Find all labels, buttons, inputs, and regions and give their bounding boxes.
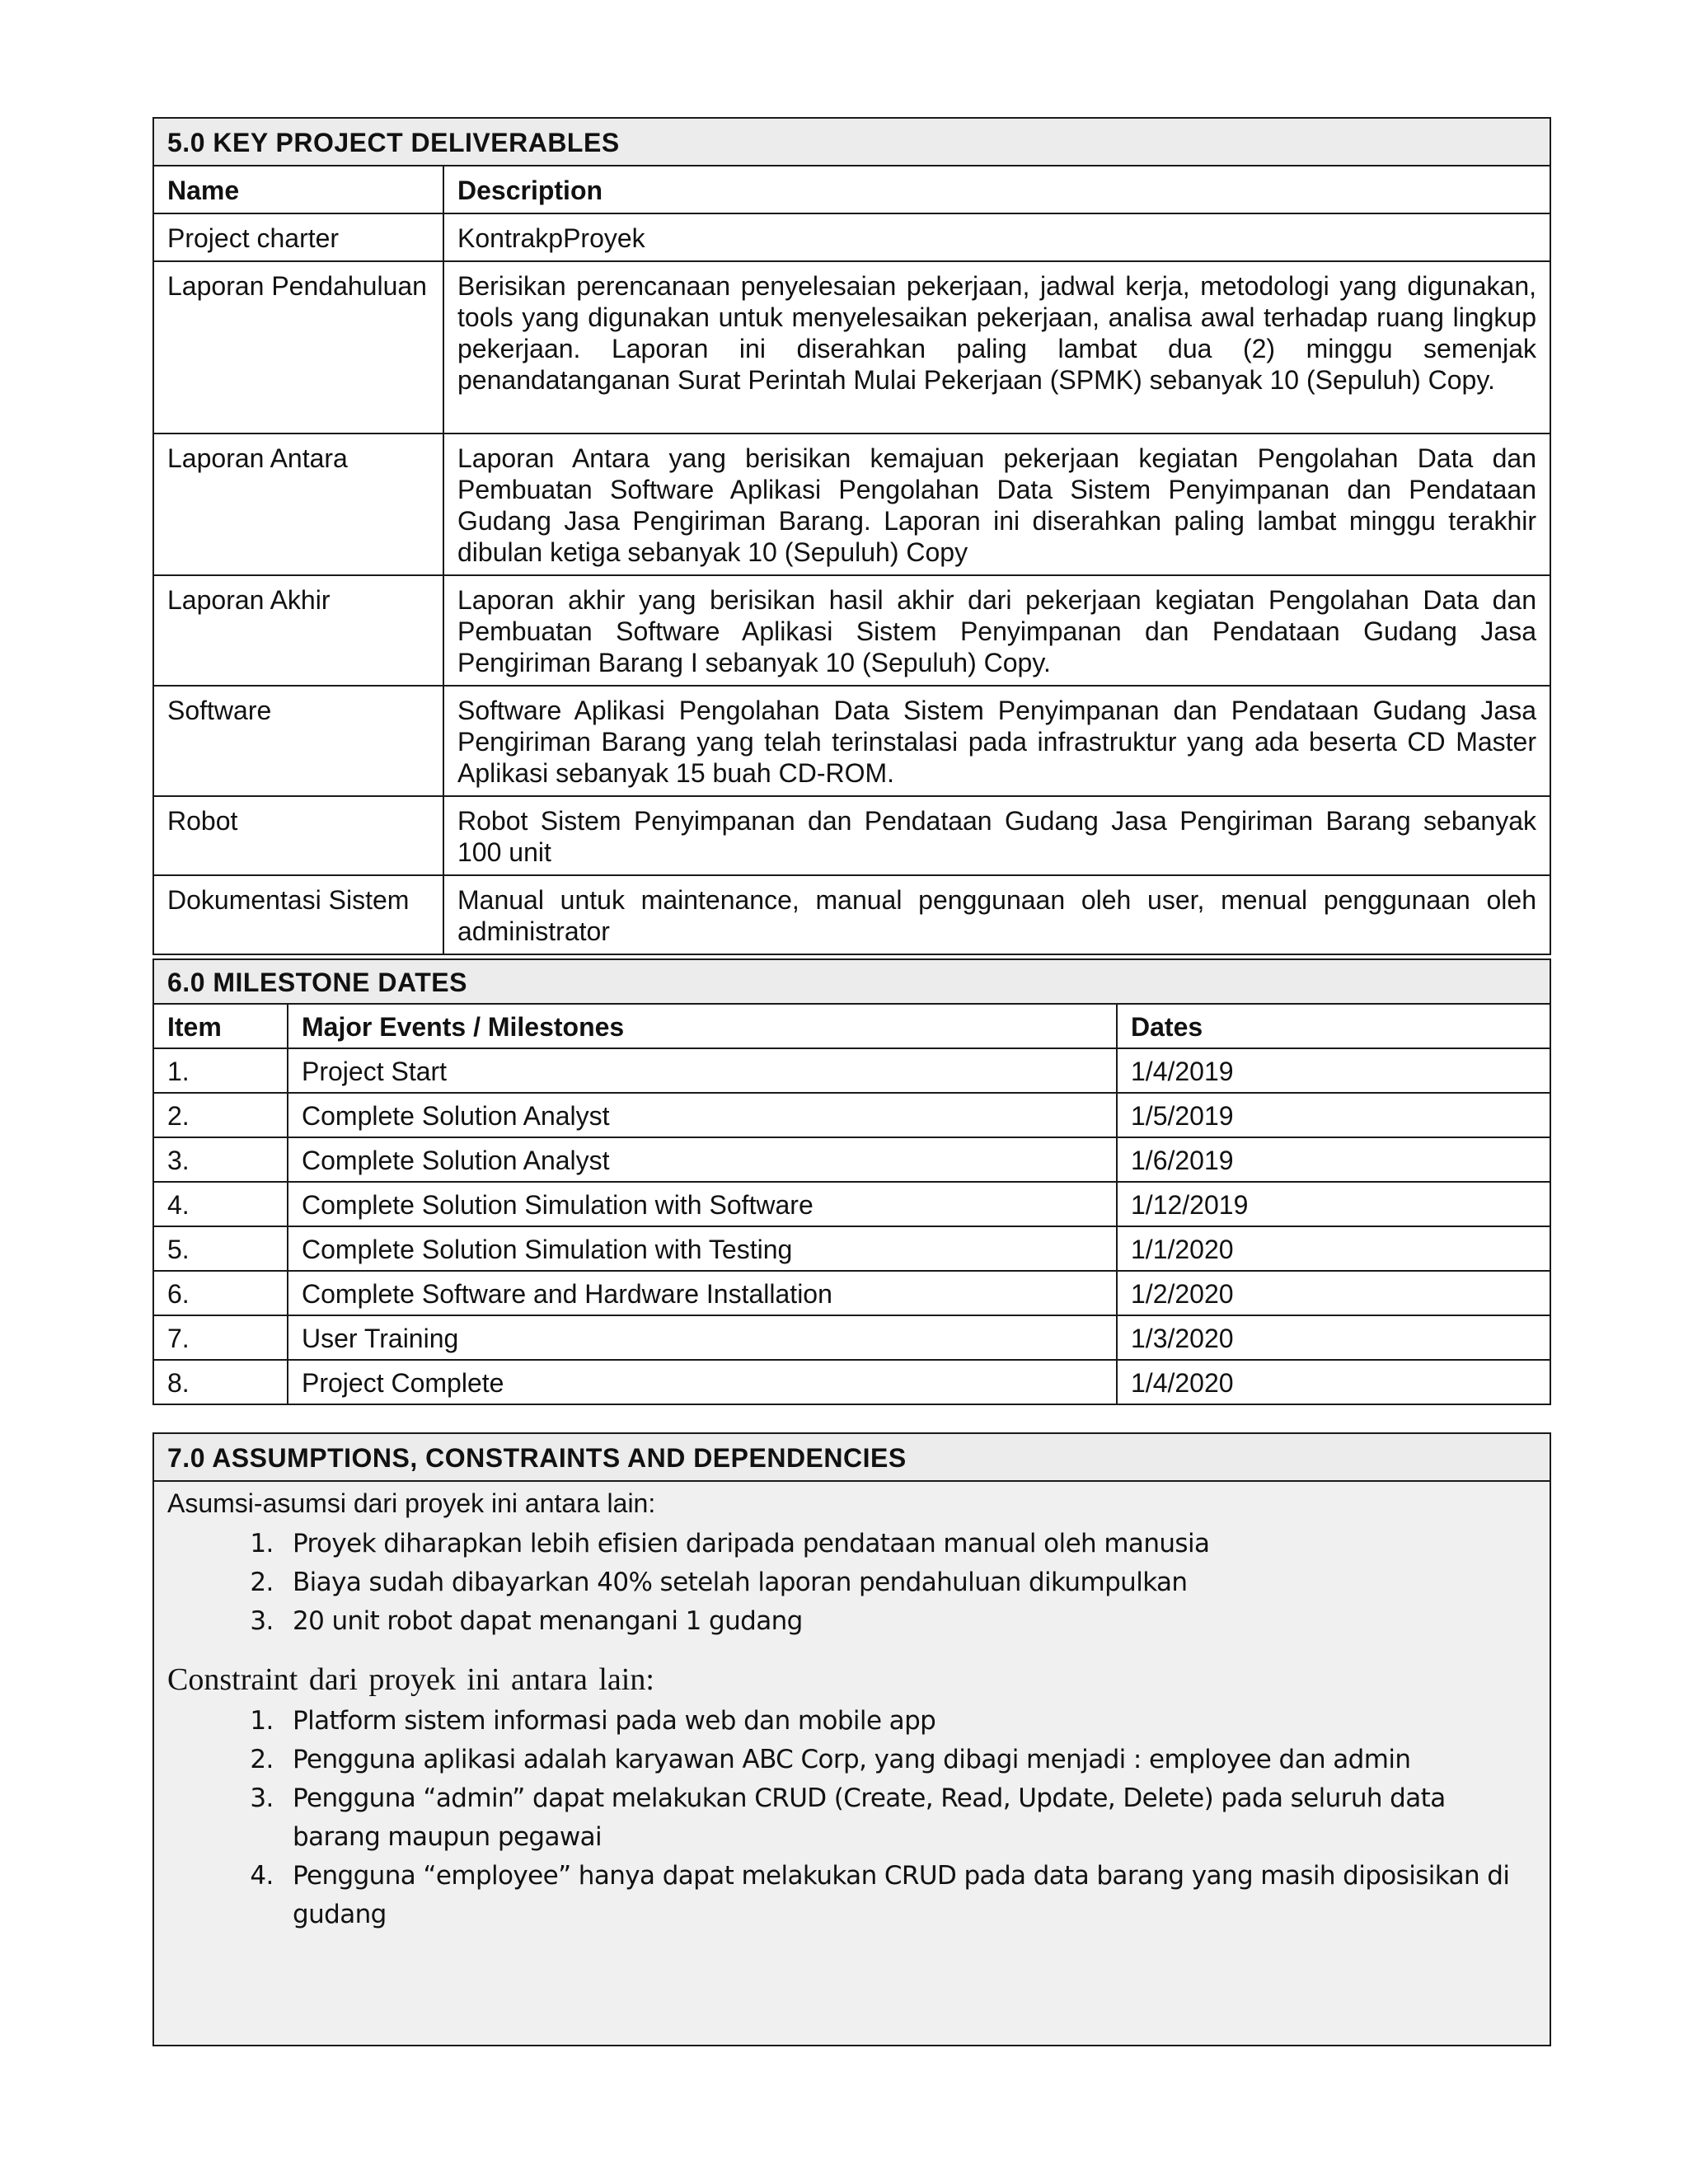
milestone-date: 1/5/2019 (1117, 1093, 1550, 1137)
col-header-dates: Dates (1117, 1004, 1550, 1048)
milestone-event: User Training (288, 1315, 1117, 1360)
table-row (153, 1226, 1550, 1271)
milestone-event: Complete Solution Analyst (288, 1137, 1117, 1182)
milestones-title: 6.0 MILESTONE DATES (153, 959, 1550, 1004)
deliverable-description: KontrakpProyek (443, 213, 1550, 261)
list-item: 1. Proyek diharapkan lebih efisien daripada pendataan manual oleh manusia (281, 1525, 1536, 1563)
table-row (153, 796, 1550, 875)
milestone-item: 8. (153, 1360, 288, 1404)
milestones-table (152, 958, 1551, 1405)
col-header-description: Description (443, 166, 1550, 213)
deliverable-name: Robot (153, 796, 443, 875)
table-row (153, 575, 1550, 686)
deliverables-title: 5.0 KEY PROJECT DELIVERABLES (153, 118, 1550, 166)
assumption-list (167, 1525, 1536, 1641)
col-header-events: Major Events / Milestones (288, 1004, 1117, 1048)
table-row (153, 261, 1550, 434)
list-item: 2. Biaya sudah dibayarkan 40% setelah laporan pendahuluan dikumpulkan (281, 1563, 1536, 1602)
list-item: 4. Pengguna “employee” hanya dapat melakukan CRUD pada data barang yang masih diposisikan di gudang (281, 1857, 1536, 1934)
milestone-event: Complete Solution Simulation with Testing (288, 1226, 1117, 1271)
milestone-item: 3. (153, 1137, 288, 1182)
table-row (153, 1137, 1550, 1182)
table-row (153, 1271, 1550, 1315)
table-row (153, 1182, 1550, 1226)
milestone-date: 1/1/2020 (1117, 1226, 1550, 1271)
deliverable-name: Laporan Antara (153, 434, 443, 575)
assumptions-body (153, 1481, 1550, 2046)
assumptions-table (152, 1432, 1551, 2046)
deliverable-name: Laporan Akhir (153, 575, 443, 686)
deliverable-description: Laporan akhir yang berisikan hasil akhir dari pekerjaan kegiatan Pengolahan Data dan Pembuatan Software Aplikasi Sistem Penyimpanan dan Pendataan Gudang Jasa Pengiriman Barang I sebanyak 10 (Sepuluh) Copy. (443, 575, 1550, 686)
deliverable-description: Manual untuk maintenance, manual penggunaan oleh user, menual penggunaan oleh administrator (443, 875, 1550, 954)
milestone-item: 2. (153, 1093, 288, 1137)
table-row (153, 875, 1550, 954)
deliverable-description: Software Aplikasi Pengolahan Data Sistem Penyimpanan dan Pendataan Gudang Jasa Pengiriman Barang yang telah terinstalasi pada infrastruktur yang ada beserta CD Master Aplikasi sebanyak 15 buah CD-ROM. (443, 686, 1550, 796)
milestone-date: 1/4/2020 (1117, 1360, 1550, 1404)
milestone-item: 1. (153, 1048, 288, 1093)
list-item: 2. Pengguna aplikasi adalah karyawan ABC Corp, yang dibagi menjadi : employee dan admin (281, 1741, 1536, 1779)
milestone-event: Complete Solution Simulation with Software (288, 1182, 1117, 1226)
milestone-date: 1/12/2019 (1117, 1182, 1550, 1226)
deliverable-name: Dokumentasi Sistem (153, 875, 443, 954)
list-item: 3. 20 unit robot dapat menangani 1 gudang (281, 1602, 1536, 1641)
milestone-item: 4. (153, 1182, 288, 1226)
table-row (153, 434, 1550, 575)
deliverable-description: Laporan Antara yang berisikan kemajuan pekerjaan kegiatan Pengolahan Data dan Pembuatan Software Aplikasi Pengolahan Data Sistem Penyimpanan dan Pendataan Gudang Jasa Pengiriman Barang. Laporan ini diserahkan paling lambat minggu terakhir dibulan ketiga sebanyak 10 (Sepuluh) Copy (443, 434, 1550, 575)
assumptions-title: 7.0 ASSUMPTIONS, CONSTRAINTS AND DEPENDENCIES (153, 1433, 1550, 1481)
table-row (153, 1360, 1550, 1404)
milestone-date: 1/4/2019 (1117, 1048, 1550, 1093)
milestone-item: 6. (153, 1271, 288, 1315)
constraint-list (167, 1702, 1536, 1934)
milestone-date: 1/6/2019 (1117, 1137, 1550, 1182)
milestone-date: 1/2/2020 (1117, 1271, 1550, 1315)
col-header-name: Name (153, 166, 443, 213)
milestone-item: 5. (153, 1226, 288, 1271)
list-item: 3. Pengguna “admin” dapat melakukan CRUD (Create, Read, Update, Delete) pada seluruh data barang maupun pegawai (281, 1779, 1536, 1857)
constraint-intro: Constraint dari proyek ini antara lain: (167, 1662, 654, 1697)
milestone-event: Project Start (288, 1048, 1117, 1093)
deliverable-description: Berisikan perencanaan penyelesaian pekerjaan, jadwal kerja, metodologi yang digunakan, tools yang digunakan untuk menyelesaikan pekerjaan, analisa awal terhadap ruang lingkup pekerjaan. Laporan ini diserahkan paling lambat dua (2) minggu semenjak penandatanganan Surat Perintah Mulai Pekerjaan (SPMK) sebanyak 10 (Sepuluh) Copy. (443, 261, 1550, 434)
milestone-event: Complete Solution Analyst (288, 1093, 1117, 1137)
milestone-event: Complete Software and Hardware Installation (288, 1271, 1117, 1315)
table-row (153, 213, 1550, 261)
deliverables-table (152, 117, 1551, 955)
deliverable-description: Robot Sistem Penyimpanan dan Pendataan Gudang Jasa Pengiriman Barang sebanyak 100 unit (443, 796, 1550, 875)
deliverable-name: Software (153, 686, 443, 796)
deliverable-name: Project charter (153, 213, 443, 261)
table-row (153, 1048, 1550, 1093)
list-item: 1. Platform sistem informasi pada web dan mobile app (281, 1702, 1536, 1741)
table-row (153, 686, 1550, 796)
milestone-date: 1/3/2020 (1117, 1315, 1550, 1360)
col-header-item: Item (153, 1004, 288, 1048)
table-row (153, 1315, 1550, 1360)
milestone-item: 7. (153, 1315, 288, 1360)
table-row (153, 1093, 1550, 1137)
deliverable-name: Laporan Pendahuluan (153, 261, 443, 434)
assumption-intro: Asumsi-asumsi dari proyek ini antara lain: (167, 1488, 656, 1518)
milestone-event: Project Complete (288, 1360, 1117, 1404)
